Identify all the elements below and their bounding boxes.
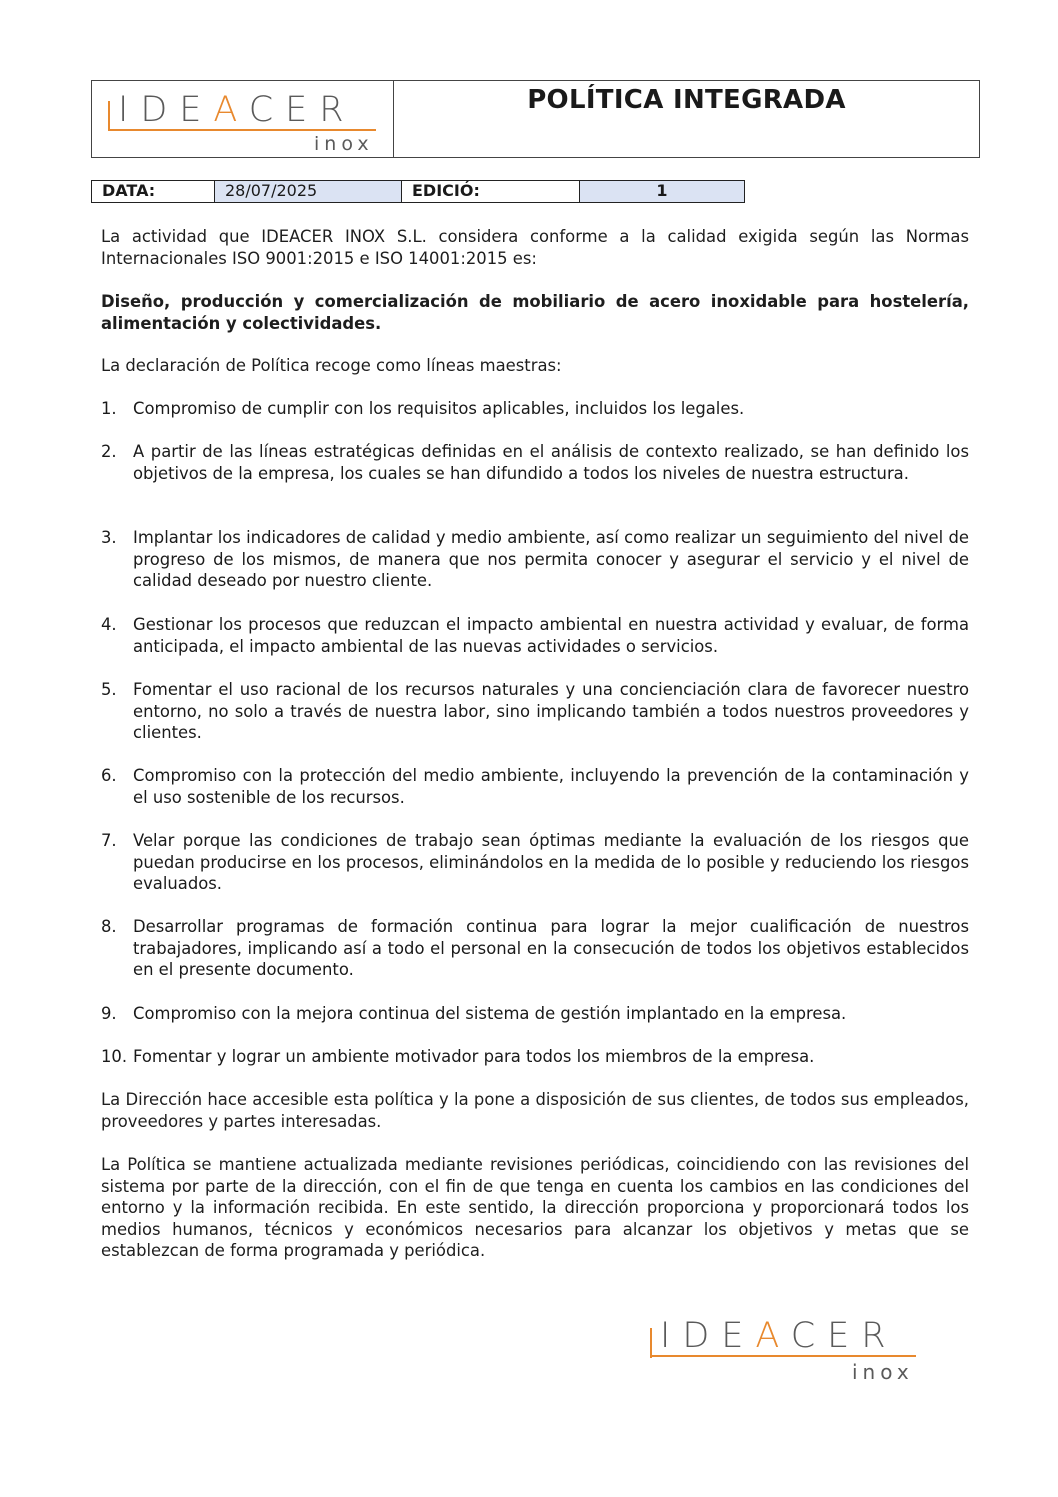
meta-table [91,180,745,203]
list-item-number: 9. [101,1004,117,1023]
list-item-text: Velar porque las condiciones de trabajo sean óptimas mediante la evaluación de los riesgos que puedan producirse en los procesos, eliminándolos en la medida de lo posible y reduciendo los riesgos evaluados. [133,831,969,894]
list-item-text: Gestionar los procesos que reduzcan el impacto ambiental en nuestra actividad y evaluar, de forma anticipada, el impacto ambiental de las nuevas actividades o servicios. [133,615,969,656]
date-value: 28/07/2025 [215,181,402,202]
footer-logo-text-left: IDE [660,1316,756,1356]
list-item-number: 8. [101,917,117,936]
list-item-text: Desarrollar programas de formación continua para lograr la mejor cualificación de nuestros trabajadores, implicando así a todo el personal en la consecución de todos los objetivos establecidos en el presente documento. [133,917,969,980]
list-item-text: A partir de las líneas estratégicas definidas en el análisis de contexto realizado, se han definido los objetivos de la empresa, los cuales se han difundido a todos los niveles de nuestra estructura. [133,442,969,483]
footer-logo [650,1316,925,1386]
list-item-number: 10. [101,1047,128,1066]
list-item-number: 2. [101,442,117,461]
list-item-number: 6. [101,766,117,785]
intro-paragraph: La actividad que IDEACER INOX S.L. considera conforme a la calidad exigida según las Normas Internacionales ISO 9001:2015 e ISO 14001:2015 es: [101,227,969,268]
list-item-number: 7. [101,831,117,850]
scope-paragraph: Diseño, producción y comercialización de mobiliario de acero inoxidable para hostelería, alimentación y colectividades. [101,292,969,333]
footer-logo-text-right: CER [790,1316,898,1356]
list-item-number: 1. [101,399,117,418]
list-item-text: Compromiso con la protección del medio ambiente, incluyendo la prevención de la contaminación y el uso sostenible de los recursos. [133,766,969,807]
edition-label: EDICIÓ: [402,181,580,202]
list-item-text: Compromiso con la mejora continua del sistema de gestión implantado en la empresa. [133,1004,847,1023]
list-item-number: 5. [101,680,117,699]
list-item-number: 4. [101,615,117,634]
logo-subtitle: inox [314,133,374,155]
logo-text-right: CER [248,90,356,130]
closing-paragraph-2: La Política se mantiene actualizada mediante revisiones periódicas, coincidiendo con las revisiones del sistema por parte de la dirección, con el fin de que tenga en cuenta los cambios en las condiciones del entorno y la información recibida. En este sentido, la dirección proporciona y proporcionará todos los medios humanos, técnicos y económicos necesarios para alcanzar los objetivos y metas que se establezcan de forma programada y periódica. [101,1155,969,1261]
date-label: DATA: [92,181,215,202]
closing-paragraph-1: La Dirección hace accesible esta política y la pone a disposición de sus clientes, de todos sus empleados, proveedores y partes interesadas. [101,1090,969,1131]
list-item-text: Fomentar y lograr un ambiente motivador para todos los miembros de la empresa. [133,1047,815,1066]
footer-logo-subtitle: inox [852,1360,914,1384]
list-item-number: 3. [101,528,117,547]
company-logo [108,89,383,155]
header-title-cell [394,81,979,157]
logo-text-left: IDE [118,90,214,130]
footer-logo-text-accent: A [755,1316,791,1356]
header-logo-cell [92,81,394,157]
logo-text-accent: A [213,90,249,130]
lines-intro-paragraph: La declaración de Política recoge como líneas maestras: [101,356,562,375]
document-title: POLÍTICA INTEGRADA [527,85,846,115]
list-item-text: Compromiso de cumplir con los requisitos aplicables, incluidos los legales. [133,399,745,418]
list-item-text: Fomentar el uso racional de los recursos naturales y una concienciación clara de favorecer nuestro entorno, no solo a través de nuestra labor, sino implicando también a todos nuestros proveedores y clientes. [133,680,969,743]
header-table [91,80,980,158]
list-item-text: Implantar los indicadores de calidad y medio ambiente, así como realizar un seguimiento del nivel de progreso de los mismos, de manera que nos permita conocer y asegurar el servicio y el nivel de calidad deseado por nuestro cliente. [133,528,969,591]
edition-value: 1 [580,181,744,202]
